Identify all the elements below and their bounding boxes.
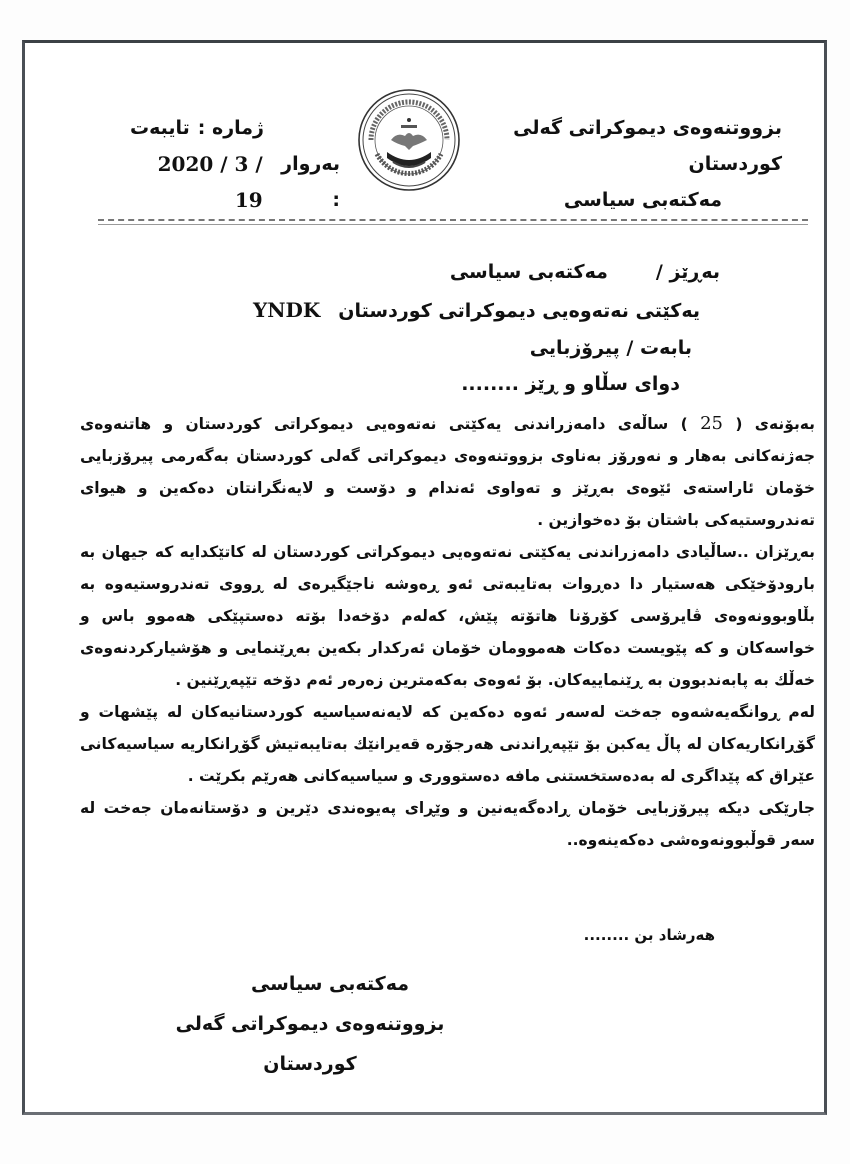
subject-label: بابەت / [626, 337, 692, 359]
paragraph-2: بەڕێزان ..ساڵیادی دامەزراندنی یەکێتی نەتەوەیی دیموکراتی کوردستان لە کاتێکدایە کە جیهان بە بارودۆخێکی هەستیار دا دەڕوات بەتایبەتی ئەو ڕەوشە ناجێگیرەی لە ڕووی تەندروستیەوە بە بڵاوبوونەوەی ڤایرۆسی کۆرۆنا هاتۆتە پێش، کەلەم دۆخەدا بۆتە دەستپێکی هەموو باس و خواسەکان و کە پێویست دەکات هەموومان خۆمان ئەرکدار بکەین بەڕێنمایی و هۆشیارکردنەوەی خەڵك بە پابەندبوون بە ڕێنماییەکان. بۆ ئەوەی بەکەمترین زەرەر ئەم دۆخە تێپەڕێنین . [80, 543, 815, 689]
subject-line [130, 329, 750, 367]
header-divider [98, 219, 808, 225]
letterhead-organization [482, 110, 782, 218]
organization-seal-icon [357, 88, 461, 192]
anniversary-number: 25 [700, 413, 723, 434]
recipient-org-line [130, 291, 750, 329]
addressee-block [130, 253, 750, 401]
recipient-office: مەکتەبی سیاسی [449, 261, 608, 283]
org-name: بزووتنەوەی دیموکراتی گەلی کوردستان [513, 117, 782, 175]
office-name: مەکتەبی سیاسی [563, 189, 722, 211]
date-label: بەروار : [281, 153, 340, 211]
closing-farewell: هەرشاد بن ........ [583, 926, 715, 944]
paragraph-4: جارێکی دیکە پیرۆزبایی خۆمان ڕادەگەیەنین و وێڕای پەیوەندی دێرین و دۆستانەمان جەخت لە سەر قوڵبوونەوەشی دەکەینەوە.. [80, 799, 815, 849]
subject-value: پیرۆزبایی [529, 337, 620, 359]
date-row [130, 146, 340, 218]
addressee-line [130, 253, 750, 291]
letter-reference [130, 110, 340, 218]
paragraph-1 [80, 408, 815, 536]
signature-block [130, 964, 490, 1084]
greeting: دوای سڵاو و ڕێز ........ [461, 373, 680, 395]
respected-label: بەڕێز / [655, 261, 720, 283]
date-value: 2020 / 3 / 19 [157, 152, 263, 212]
paragraph-1-rest: ) ساڵەی دامەزراندنی یەکێتی نەتەوەیی دیموکراتی کوردستان و هاتنەوەی جەژنەکانی بەهار و نەورۆز بەناوی بزووتنەوەی دیموکراتی گەلی کوردستان بەگەرمی پیرۆزبایی خۆمان ئاراستەی ئێوەی بەڕێز و تەواوی ئەندام و دۆست و لایەنگرانتان دەکەین و هیوای تەندروستیەکی باشتان بۆ دەخوازین . [80, 415, 815, 529]
letter-body [80, 408, 815, 856]
reference-number-row [130, 110, 340, 146]
signer-org: بزووتنەوەی دیموکراتی گەلی کوردستان [175, 1013, 445, 1075]
paragraph-3: لەم ڕوانگەیەشەوە جەخت لەسەر ئەوە دەکەین کە لایەنەسیاسیە کوردستانیەکان لە پێشهات و گۆڕانکاریەکان لە پاڵ یەکبن بۆ تێپەڕاندنی هەرجۆرە قەیرانێك بەتایبەتیش گۆڕانکاریە سیاسیەکانی عێراق کە پێداگری لە بەدەستخستنی مافە دەستووری و سیاسیەکانی هەرێم بکرێت . [80, 703, 815, 785]
number-label: ژمارە : [197, 117, 264, 139]
number-value: تایبەت [130, 117, 190, 139]
recipient-org: یەکێتی نەتەوەیی دیموکراتی کوردستان [338, 300, 700, 322]
signer-office: مەکتەبی سیاسی [250, 973, 410, 995]
recipient-abbr: YNDK [253, 298, 321, 322]
paragraph-1-start: بەبۆنەی ( [735, 415, 815, 433]
